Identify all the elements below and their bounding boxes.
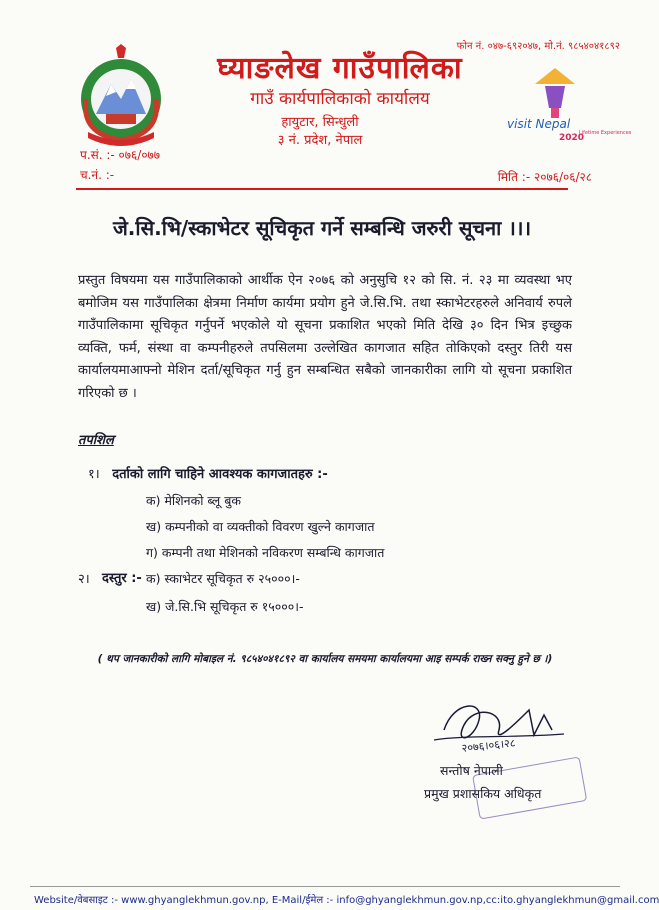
footer-contact: Website/वेबसाइट :- www.ghyanglekhmun.gov.np, E-Mail/ईमेल :- info@ghyanglekhmun.gov.np,cc:ito.ghyanglekhmun@gmail.com <box>34 895 659 906</box>
letter-date: मिति :- २०७६/०६/२८ <box>497 170 592 184</box>
visit-nepal-tagline: Lifetime Experiences <box>579 130 632 136</box>
signature-date: २०७६।०६।२८ <box>460 736 517 755</box>
visit-nepal-logo-icon <box>505 64 632 144</box>
address-line-2: ३ नं. प्रदेश, नेपाल <box>277 133 363 148</box>
fee-item: ख) जे.सि.भि सूचिकृत रु १५०००।- <box>146 599 304 614</box>
footer-divider <box>30 886 620 887</box>
item1-label: दर्ताको लागि चाहिने आवश्यक कागजातहरु :- <box>112 467 328 482</box>
contact-info: फोन नं. ०४७-६९२०४७, मो.नं. ९८५४०४१८९२ <box>456 41 620 52</box>
organization-name: घ्याङलेख गाउँपालिका <box>217 51 463 86</box>
document-item: ख) कम्पनीको वा व्यक्तीको विवरण खुल्ने कागजात <box>146 519 375 534</box>
visit-nepal-text: visit Nepal <box>507 117 571 131</box>
notice-body: प्रस्तुत विषयमा यस गाउँपालिकाको आर्थीक ऐन २०७६ को अनुसुचि १२ को सि. नं. २३ मा व्यवस्था भए बमोजिम यस गाउँपालिका क्षेत्रमा निर्माण कार्यमा प्रयोग हुने जे.सि.भि. तथा स्काभेटरहरुले अनिवार्य रुपले गाउँपालिकामा सूचिकृत गर्नुपर्ने भएकोले यो सूचना प्रकाशित भएको मिति देखि ३० दिन भित्र इच्छुक व्यक्ति, फर्म, संस्था वा कम्पनीहरुले तपसिलमा उल्लेखित कागजात सहित तोकिएको दस्तुर तिरी यस कार्यालयमाआफ्नो मेशिन दर्ता/सूचिकृत गर्नु हुन सम्बन्धित सबैको जानकारीका लागि यो सूचना प्रकाशित गरिएको छ । <box>78 273 572 401</box>
office-name: गाउँ कार्यपालिकाको कार्यालय <box>250 89 430 109</box>
handwritten-signature <box>424 690 574 760</box>
header-divider <box>76 188 568 190</box>
item2-number: २। <box>78 572 90 587</box>
required-documents-heading <box>88 464 328 482</box>
schedule-heading: तपशिल <box>78 433 114 448</box>
visit-nepal-year: 2020 <box>559 133 585 143</box>
document-item: ग) कम्पनी तथा मेशिनको नविकरण सम्बन्धि कागजात <box>146 545 385 560</box>
notice-subject: जे.सि.भि/स्काभेटर सूचिकृत गर्ने सम्बन्धि जरुरी सूचना ।।। <box>112 216 532 240</box>
reference-number: प.सं. :- ०७६/०७७ <box>80 148 161 162</box>
signatory-name: सन्तोष नेपाली <box>440 763 503 778</box>
signatory-title: प्रमुख प्रशासकिय अधिकृत <box>424 786 542 801</box>
fee-heading: दस्तुर :- <box>102 571 142 586</box>
document-item: क) मेशिनको ब्लू बुक <box>146 493 241 508</box>
contact-note: ( थप जानकारीको लागि मोबाइल नं. ९८५४०४१८९२ वा कार्यालय समयमा कार्यालयमा आइ सम्पर्क राख्न सक्नु हुने छ ।) <box>97 653 553 665</box>
item1-number: १। <box>88 467 100 482</box>
dispatch-number: च.नं. :- <box>80 168 115 182</box>
fee-item: क) स्काभेटर सूचिकृत रु २५०००।- <box>146 571 300 586</box>
address-line-1: हायुटार, सिन्धुली <box>281 115 359 130</box>
